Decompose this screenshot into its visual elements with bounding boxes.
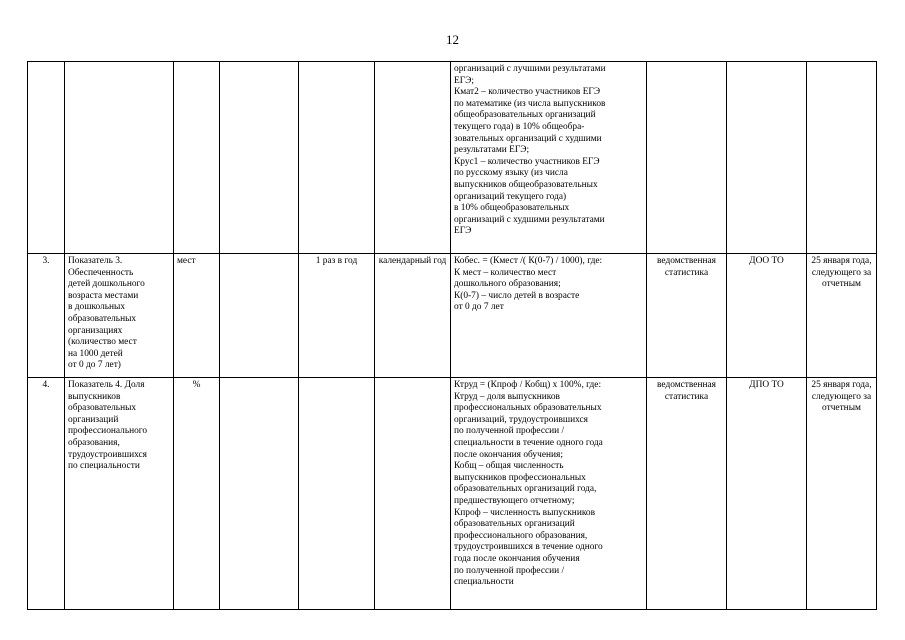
indicator-line: организаций [68, 414, 119, 425]
indicator-line: образования, [68, 437, 120, 448]
formula-line: Ктруд – доля выпускников [454, 391, 560, 402]
formula-line: профессиональных образовательных [454, 403, 602, 414]
unit: % [174, 378, 220, 610]
formula-line: зовательных организаций с худшими [454, 133, 602, 144]
period: 1 раз в год [299, 254, 375, 378]
formula-line: Кобщ – общая численность [454, 461, 564, 472]
data-source: ведомственная статистика [647, 254, 727, 378]
formula-line: после окончания обучения; [454, 449, 563, 460]
formula-line: организаций с худшими результатами [454, 214, 605, 225]
row-number [28, 62, 65, 254]
indicator-line: Обеспеченность [68, 267, 134, 278]
formula-line: от 0 до 7 лет [454, 302, 504, 313]
data-source: ведомственная статистика [647, 378, 727, 610]
formula-line: по полученной профессии / [454, 565, 565, 576]
indicator-line: выпускников [68, 391, 121, 402]
indicator-line: Показатель 4. Доля [68, 380, 145, 390]
formula-line: специальности [454, 577, 514, 588]
formula-cell [451, 378, 647, 610]
period-type [375, 62, 451, 254]
indicator-name [65, 254, 174, 378]
formula-line: Кобес. = (Кмест /( К(0-7) / 1000), где: [454, 256, 603, 266]
formula-line: организаций текущего года) [454, 191, 567, 202]
formula-line: организаций с лучшими результатами [454, 64, 606, 74]
formula-line: ЕГЭ; [454, 75, 474, 86]
formula-line: К мест – количество мест [454, 267, 557, 278]
indicator-line: образовательных [68, 313, 137, 324]
indicators-table [27, 61, 877, 610]
deadline: 25 января года, следующего за отчетным [807, 254, 877, 378]
empty-cell [220, 254, 299, 378]
indicator-line: (количество мест [68, 337, 137, 348]
formula-line: года после окончания обучения [454, 553, 580, 564]
unit: мест [174, 254, 220, 378]
formula-line: результатами ЕГЭ; [454, 145, 530, 156]
indicator-line: на 1000 детей [68, 348, 123, 359]
table-row [28, 378, 877, 610]
formula-line: в 10% общеобразовательных [454, 203, 570, 214]
formula-line: Кпроф – численность выпускников [454, 507, 596, 518]
empty-cell [220, 378, 299, 610]
period [299, 62, 375, 254]
indicator-line: организациях [68, 325, 123, 336]
formula-line: по полученной профессии / [454, 426, 565, 437]
deadline [807, 62, 877, 254]
deadline: 25 января года, следующего за отчетным [807, 378, 877, 610]
indicator-line: трудоустроившихся [68, 449, 147, 460]
formula-line: по математике (из числа выпускников [454, 98, 606, 109]
row-number: 3. [28, 254, 65, 378]
period [299, 378, 375, 610]
formula-line: специальности в течение одного года [454, 437, 603, 448]
row-number: 4. [28, 378, 65, 610]
period-type [375, 378, 451, 610]
table-row [28, 254, 877, 378]
formula-line: выпускников общеобразовательных [454, 179, 598, 190]
unit [174, 62, 220, 254]
responsible: ДПО ТО [727, 378, 807, 610]
period-type: календарный год [375, 254, 451, 378]
indicator-line: в дошкольных [68, 302, 126, 313]
formula-line: образовательных организаций [454, 519, 575, 530]
formula-line: общеобразовательных организаций [454, 110, 596, 121]
formula-line: ЕГЭ [454, 226, 472, 237]
responsible: ДОО ТО [727, 254, 807, 378]
formula-line: образовательных организаций года, [454, 484, 597, 495]
formula-line: по русскому языку (из числа [454, 168, 568, 179]
formula-line: Кмат2 – количество участников ЕГЭ [454, 87, 601, 98]
indicator-line: детей дошкольного [68, 279, 145, 290]
indicator-line: образовательных [68, 403, 137, 414]
formula-line: профессионального образования, [454, 530, 588, 541]
indicator-line: Показатель 3. [68, 256, 123, 266]
formula-cell [451, 62, 647, 254]
formula-line: трудоустроившихся в течение одного [454, 542, 603, 553]
formula-line: Ктруд = (Кпроф / Кобщ) х 100%, где: [454, 380, 602, 390]
formula-line: организаций, трудоустроившихся [454, 414, 588, 425]
formula-line: текущего года) в 10% общеобра- [454, 121, 585, 132]
indicator-line: по специальности [68, 461, 140, 472]
empty-cell [220, 62, 299, 254]
indicator-line: профессионального [68, 426, 148, 437]
indicator-name [65, 378, 174, 610]
indicator-name [65, 62, 174, 254]
page-number: 12 [446, 32, 459, 47]
responsible [727, 62, 807, 254]
table-row [28, 62, 877, 254]
data-source [647, 62, 727, 254]
formula-line: Крус1 – количество участников ЕГЭ [454, 156, 600, 167]
formula-cell [451, 254, 647, 378]
formula-line: К(0-7) – число детей в возрасте [454, 290, 580, 301]
formula-line: дошкольного образования; [454, 279, 561, 290]
formula-line: выпускников профессиональных [454, 472, 586, 483]
indicator-line: от 0 до 7 лет) [68, 360, 121, 371]
formula-line: предшествующего отчетному; [454, 495, 575, 506]
indicator-line: возраста местами [68, 290, 139, 301]
